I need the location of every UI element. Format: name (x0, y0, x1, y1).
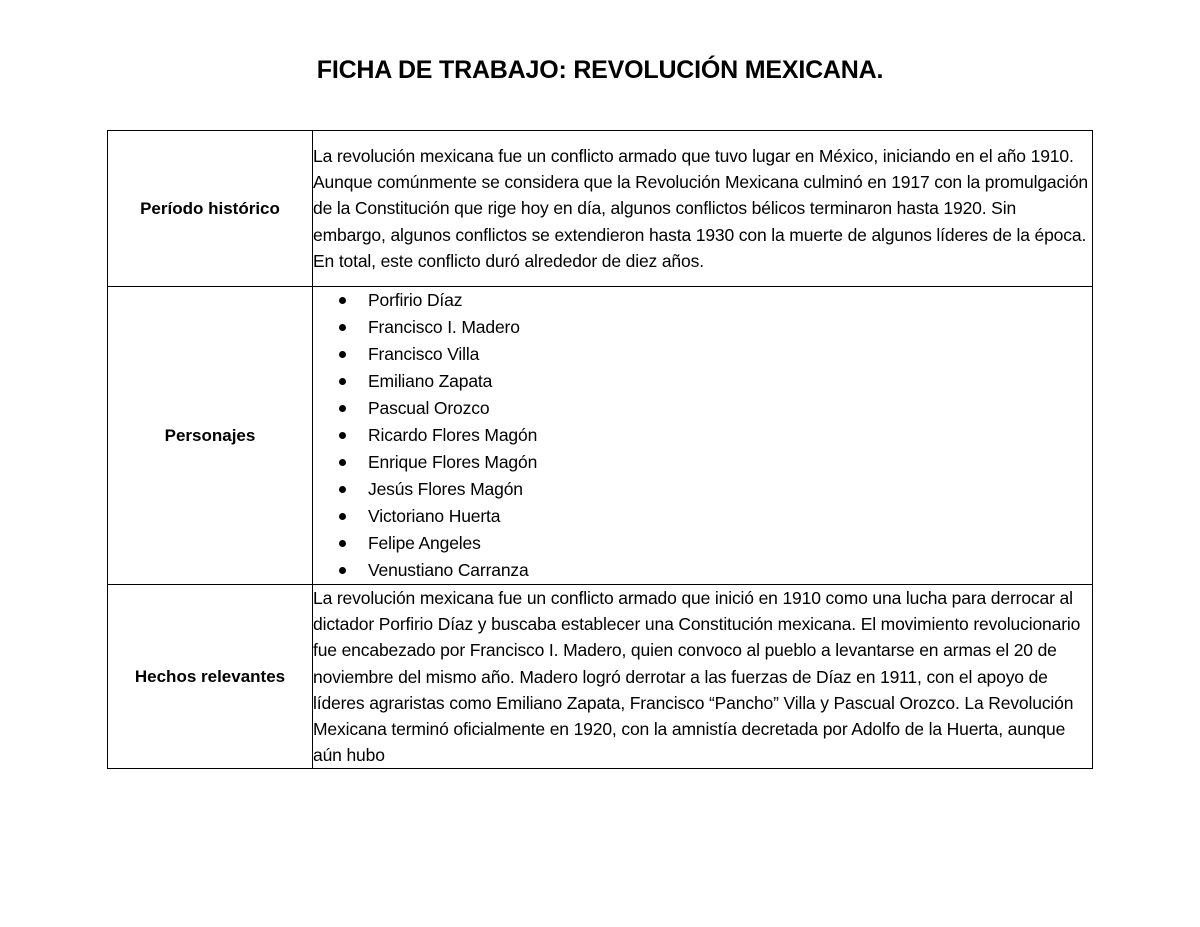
personaje-name: Venustiano Carranza (368, 560, 529, 580)
bullet-icon (339, 405, 346, 412)
list-item (339, 422, 1092, 449)
bullet-icon (339, 459, 346, 466)
list-item (339, 368, 1092, 395)
personaje-name: Pascual Orozco (368, 398, 490, 418)
row-content-hechos-relevantes (313, 585, 1093, 769)
list-item (339, 314, 1092, 341)
bullet-icon (339, 540, 346, 547)
row-label-personajes: Personajes (108, 287, 313, 585)
list-item (339, 476, 1092, 503)
bullet-icon (339, 351, 346, 358)
row-label-hechos-relevantes: Hechos relevantes (108, 585, 313, 769)
list-item (339, 530, 1092, 557)
bullet-icon (339, 567, 346, 574)
personaje-name: Jesús Flores Magón (368, 479, 523, 499)
personaje-name: Victoriano Huerta (368, 506, 501, 526)
row-content-periodo-historico (313, 131, 1093, 287)
list-item (339, 557, 1092, 584)
bullet-icon (339, 378, 346, 385)
personaje-name: Ricardo Flores Magón (368, 425, 538, 445)
personaje-name: Enrique Flores Magón (368, 452, 538, 472)
list-item (339, 449, 1092, 476)
document-title: FICHA DE TRABAJO: REVOLUCIÓN MEXICANA. (316, 56, 884, 84)
personaje-name: Francisco I. Madero (368, 317, 520, 337)
table-row-personajes (108, 287, 1093, 585)
bullet-icon (339, 513, 346, 520)
hechos-relevantes-text: La revolución mexicana fue un conflicto armado que inició en 1910 como una lucha para derrocar al dictador Porfirio Díaz y buscaba establecer una Constitución mexicana. El movimiento revolucionario fue encabezado por Francisco I. Madero, quien convoco al pueblo a levantarse en armas el 20 de noviembre del mismo año. Madero logró derrotar a las fuerzas de Díaz en 1911, con el apoyo de líderes agraristas como Emiliano Zapata, Francisco “Pancho” Villa y Pascual Orozco. La Revolución Mexicana terminó oficialmente en 1920, con la amnistía decretada por Adolfo de la Huerta, aunque aún hubo (313, 588, 1081, 766)
periodo-historico-text: La revolución mexicana fue un conflicto armado que tuvo lugar en México, iniciando en el año 1910. Aunque comúnmente se considera que la Revolución Mexicana culminó en 1917 con la promulgación de la Constitución que rige hoy en día, algunos conflictos bélicos terminaron hasta 1920. Sin embargo, algunos conflictos se extendieron hasta 1930 con la muerte de algunos líderes de la época. En total, este conflicto duró alrededor de diez años. (313, 145, 1089, 271)
bullet-icon (339, 432, 346, 439)
row-label-periodo-historico: Período histórico (108, 131, 313, 287)
personajes-list (313, 287, 1092, 584)
personaje-name: Felipe Angeles (368, 533, 481, 553)
row-content-personajes (313, 287, 1093, 585)
bullet-icon (339, 297, 346, 304)
list-item (339, 395, 1092, 422)
table-row-periodo-historico (108, 131, 1093, 287)
table-row-hechos-relevantes (108, 585, 1093, 769)
bullet-icon (339, 324, 346, 331)
personaje-name: Porfirio Díaz (368, 290, 463, 310)
list-item (339, 287, 1092, 314)
list-item (339, 503, 1092, 530)
bullet-icon (339, 486, 346, 493)
personaje-name: Emiliano Zapata (368, 371, 493, 391)
list-item (339, 341, 1092, 368)
personaje-name: Francisco Villa (368, 344, 480, 364)
worksheet-table (107, 130, 1093, 769)
